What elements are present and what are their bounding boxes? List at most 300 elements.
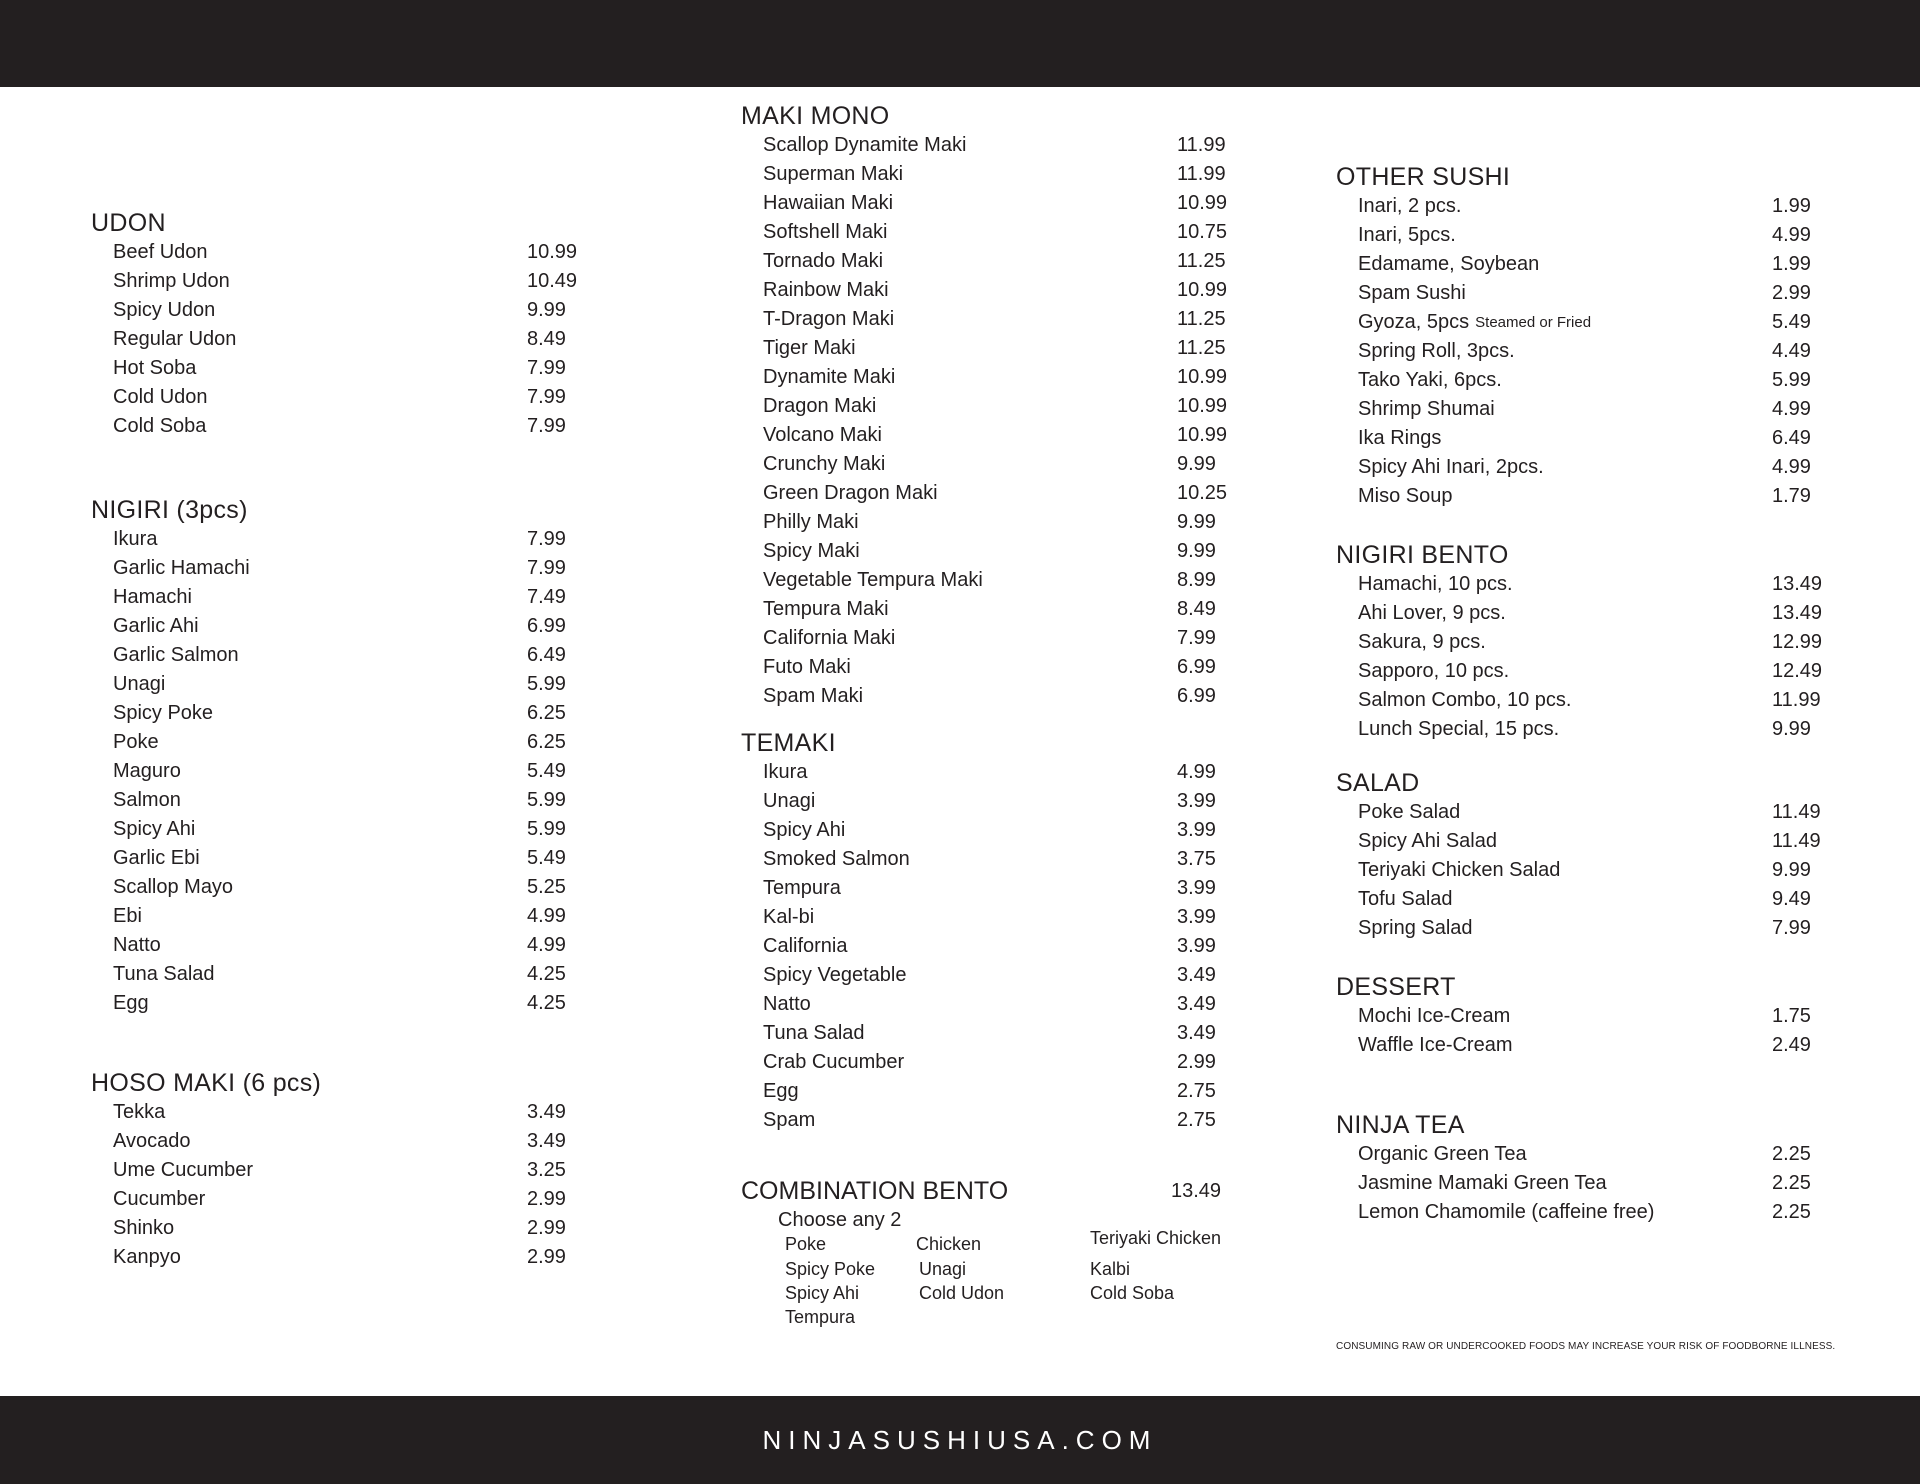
menu-item-name: Poke (113, 731, 159, 753)
menu-item-price: 4.25 (527, 963, 566, 985)
menu-item-name: Garlic Ebi (113, 847, 200, 869)
menu-item-name: Green Dragon Maki (763, 482, 938, 504)
menu-item-note: Steamed or Fried (1475, 314, 1592, 331)
menu-item-price: 7.99 (527, 557, 566, 579)
menu-item (1336, 628, 1896, 657)
menu-item-name: Ume Cucumber (113, 1159, 254, 1181)
menu-item-price: 11.99 (1177, 163, 1226, 185)
menu-item (91, 960, 691, 989)
menu-item (741, 816, 1301, 845)
menu-item (741, 961, 1301, 990)
menu-item (91, 641, 691, 670)
menu-item-price: 2.25 (1772, 1201, 1811, 1223)
menu-item-name: Tempura (763, 877, 841, 899)
menu-item-price: 4.99 (527, 934, 566, 956)
menu-item-price: 7.99 (1772, 917, 1811, 939)
menu-item-name: Cold Udon (113, 386, 208, 408)
menu-item-price: 11.99 (1772, 689, 1821, 711)
menu-item (741, 932, 1301, 961)
menu-item-name: Ahi Lover, 9 pcs. (1358, 602, 1506, 624)
menu-item-price: 6.99 (1177, 685, 1216, 707)
combo-option: Poke (785, 1234, 827, 1254)
menu-item-name: California (763, 935, 848, 957)
menu-item (91, 902, 691, 931)
section-title: HOSO MAKI (6 pcs) (91, 1069, 322, 1097)
menu-item (741, 479, 1301, 508)
menu-item (1336, 686, 1896, 715)
menu-item (741, 990, 1301, 1019)
menu-item-price: 2.99 (527, 1246, 566, 1268)
menu-item-price: 4.99 (1772, 456, 1811, 478)
menu-item (1336, 395, 1896, 424)
menu-item-name: Ika Rings (1358, 427, 1442, 449)
menu-item (741, 566, 1301, 595)
menu-item-price: 11.49 (1772, 830, 1821, 852)
combo-option: Unagi (919, 1259, 967, 1279)
menu-item (741, 595, 1301, 624)
section-title: TEMAKI (741, 729, 836, 757)
menu-item (741, 874, 1301, 903)
section-title: NIGIRI BENTO (1336, 541, 1509, 569)
menu-item (91, 1214, 691, 1243)
menu-item-name: California Maki (763, 627, 896, 649)
menu-list (1336, 1140, 1896, 1227)
menu-item-price: 7.99 (527, 357, 566, 379)
menu-item (741, 305, 1301, 334)
bottom-banner (0, 1396, 1920, 1484)
combo-options (741, 1228, 1261, 1334)
menu-item-price: 2.75 (1177, 1109, 1216, 1131)
menu-list (1336, 192, 1896, 511)
menu-item-name: Spam Sushi (1358, 282, 1466, 304)
menu-item-price: 1.99 (1772, 195, 1811, 217)
section-title: MAKI MONO (741, 102, 890, 130)
menu-item-name: Spam (763, 1109, 816, 1131)
combo-option: Tempura (785, 1307, 856, 1327)
menu-item (91, 1185, 691, 1214)
menu-item-price: 3.99 (1177, 819, 1216, 841)
menu-item-name: Inari, 2 pcs. (1358, 195, 1462, 217)
menu-item-name: Cucumber (113, 1188, 206, 1210)
menu-item-price: 10.99 (1177, 366, 1228, 388)
menu-item-name: Spicy Vegetable (763, 964, 907, 986)
menu-item-name: Ebi (113, 905, 142, 927)
menu-item-name: Beef Udon (113, 241, 208, 263)
menu-list (1336, 798, 1896, 943)
menu-item (91, 612, 691, 641)
menu-item-name: Spam Maki (763, 685, 864, 707)
menu-item-price: 10.99 (1177, 395, 1228, 417)
menu-item-name: Organic Green Tea (1358, 1143, 1527, 1165)
menu-item-name: T-Dragon Maki (763, 308, 895, 330)
menu-item-price: 6.99 (1177, 656, 1216, 678)
menu-item-name: Vegetable Tempura Maki (763, 569, 983, 591)
menu-item-price: 9.99 (527, 299, 566, 321)
menu-item-name: Philly Maki (763, 511, 859, 533)
menu-item (1336, 885, 1896, 914)
menu-item (1336, 1140, 1896, 1169)
menu-item-price: 10.25 (1177, 482, 1228, 504)
menu-item-price: 7.99 (1177, 627, 1216, 649)
menu-item-price: 3.49 (527, 1130, 566, 1152)
menu-item-name: Smoked Salmon (763, 848, 910, 870)
menu-list (1336, 1002, 1896, 1060)
menu-list (741, 758, 1301, 1135)
menu-item (91, 1243, 691, 1272)
menu-item-price: 3.25 (527, 1159, 566, 1181)
menu-item-name: Volcano Maki (763, 424, 882, 446)
menu-item-name: Regular Udon (113, 328, 237, 350)
menu-item-price: 10.99 (1177, 279, 1228, 301)
menu-item (91, 786, 691, 815)
menu-item-price: 11.49 (1772, 801, 1821, 823)
menu-item-price: 3.99 (1177, 935, 1216, 957)
menu-item-name: Shrimp Shumai (1358, 398, 1495, 420)
menu-item (91, 525, 691, 554)
menu-item (1336, 657, 1896, 686)
section-title: SALAD (1336, 769, 1420, 797)
menu-item-name: Tiger Maki (763, 337, 856, 359)
menu-item-price: 2.99 (1177, 1051, 1216, 1073)
section-ninja-tea (1336, 1110, 1896, 1227)
menu-item-name: Spring Salad (1358, 917, 1473, 939)
menu-item (91, 989, 691, 1018)
menu-item-name: Tempura Maki (763, 598, 889, 620)
menu-item-price: 2.99 (527, 1217, 566, 1239)
menu-item (1336, 856, 1896, 885)
menu-item-price: 13.49 (1772, 573, 1823, 595)
menu-item-price: 7.99 (527, 528, 566, 550)
menu-list (1336, 570, 1896, 744)
menu-item (741, 392, 1301, 421)
menu-item (91, 583, 691, 612)
menu-item-price: 13.49 (1772, 602, 1823, 624)
menu-item (741, 450, 1301, 479)
menu-item (741, 508, 1301, 537)
menu-item-price: 4.25 (527, 992, 566, 1014)
menu-item-price: 4.49 (1772, 340, 1811, 362)
menu-item (1336, 221, 1896, 250)
menu-item-name: Shrimp Udon (113, 270, 230, 292)
menu-item-name: Lemon Chamomile (caffeine free) (1358, 1201, 1655, 1223)
menu-item-price: 10.75 (1177, 221, 1228, 243)
menu-item-price: 7.49 (527, 586, 566, 608)
menu-item-price: 9.49 (1772, 888, 1811, 910)
menu-item-name: Tuna Salad (763, 1022, 865, 1044)
menu-item-name: Spring Roll, 3pcs. (1358, 340, 1515, 362)
menu-item (741, 624, 1301, 653)
section-udon (91, 208, 691, 441)
menu-item (91, 383, 691, 412)
menu-list (91, 1098, 691, 1272)
menu-item (741, 160, 1301, 189)
combo-option: Spicy Poke (785, 1259, 876, 1279)
menu-item-price: 2.99 (1772, 282, 1811, 304)
menu-item-name: Kanpyo (113, 1246, 181, 1268)
menu-item-price: 1.99 (1772, 253, 1811, 275)
menu-item-name: Waffle Ice-Cream (1358, 1034, 1513, 1056)
menu-item-price: 2.99 (527, 1188, 566, 1210)
menu-item-price: 5.99 (527, 673, 566, 695)
menu-item (741, 363, 1301, 392)
menu-item-name: Spicy Ahi (763, 819, 846, 841)
menu-item (1336, 482, 1896, 511)
menu-item-name: Hamachi (113, 586, 192, 608)
menu-item (1336, 827, 1896, 856)
section-title: NIGIRI (3pcs) (91, 496, 248, 524)
menu-item (91, 728, 691, 757)
menu-item (1336, 570, 1896, 599)
section-other-sushi (1336, 162, 1896, 511)
section-salad (1336, 768, 1896, 943)
menu-item-price: 10.99 (527, 241, 578, 263)
menu-item-price: 2.75 (1177, 1080, 1216, 1102)
menu-item-name: Egg (113, 992, 149, 1014)
combo-price: 13.49 (1171, 1180, 1222, 1202)
menu-item-price: 2.25 (1772, 1143, 1811, 1165)
menu-item-price: 3.99 (1177, 790, 1216, 812)
menu-item (91, 815, 691, 844)
combo-option: Cold Soba (1090, 1283, 1175, 1303)
menu-list (741, 131, 1301, 711)
menu-item-price: 3.49 (1177, 993, 1216, 1015)
menu-item (1336, 914, 1896, 943)
menu-item-name: Salmon (113, 789, 181, 811)
menu-item (1336, 1198, 1896, 1227)
menu-item-price: 3.99 (1177, 906, 1216, 928)
menu-item-price: 10.99 (1177, 192, 1228, 214)
menu-item-name: Unagi (763, 790, 816, 812)
menu-item-name: Maguro (113, 760, 181, 782)
menu-item-name: Poke Salad (1358, 801, 1461, 823)
menu-item-name: Tuna Salad (113, 963, 215, 985)
menu-item-price: 9.99 (1177, 453, 1216, 475)
menu-item-price: 4.99 (1772, 224, 1811, 246)
menu-item (1336, 1002, 1896, 1031)
menu-item-price: 8.49 (1177, 598, 1216, 620)
menu-item-price: 5.99 (527, 818, 566, 840)
menu-item (741, 1019, 1301, 1048)
menu-item-name: Natto (113, 934, 161, 956)
menu-item (741, 653, 1301, 682)
menu-item-price: 3.49 (527, 1101, 566, 1123)
menu-item-name: Dragon Maki (763, 395, 877, 417)
menu-item (91, 325, 691, 354)
menu-item-name: Dynamite Maki (763, 366, 896, 388)
menu-item (1336, 366, 1896, 395)
top-banner (0, 0, 1920, 87)
menu-item (91, 844, 691, 873)
menu-item-name: Ikura (113, 528, 158, 550)
menu-item (741, 1048, 1301, 1077)
menu-item (1336, 453, 1896, 482)
menu-item (91, 354, 691, 383)
menu-item-price: 1.79 (1772, 485, 1811, 507)
menu-item-price: 3.49 (1177, 1022, 1216, 1044)
menu-item-name: Tofu Salad (1358, 888, 1453, 910)
menu-item-name: Avocado (113, 1130, 191, 1152)
menu-item-name: Hawaiian Maki (763, 192, 894, 214)
menu-item-price: 9.99 (1177, 540, 1216, 562)
menu-item-price: 3.75 (1177, 848, 1216, 870)
menu-item-name: Cold Soba (113, 415, 207, 437)
section-combination-bento (741, 1176, 1261, 1334)
section-title: UDON (91, 209, 166, 237)
menu-item-name: Sakura, 9 pcs. (1358, 631, 1486, 653)
menu-item-name: Kal-bi (763, 906, 815, 928)
menu-item-name: Superman Maki (763, 163, 904, 185)
menu-item-name: Hot Soba (113, 357, 197, 379)
menu-item (91, 267, 691, 296)
menu-item-name: Spicy Udon (113, 299, 216, 321)
menu-item-price: 2.25 (1772, 1172, 1811, 1194)
menu-item-price: 6.99 (527, 615, 566, 637)
menu-item-name: Rainbow Maki (763, 279, 889, 301)
section-hoso-maki (91, 1068, 691, 1272)
section-temaki (741, 728, 1301, 1135)
menu-item (1336, 308, 1896, 337)
combo-option: Kalbi (1090, 1259, 1131, 1279)
section-maki-mono (741, 101, 1301, 711)
menu-item-price: 8.49 (527, 328, 566, 350)
menu-item-price: 5.49 (527, 760, 566, 782)
menu-item-price: 4.99 (1772, 398, 1811, 420)
menu-item (741, 787, 1301, 816)
menu-item-price: 9.99 (1177, 511, 1216, 533)
menu-item-name: Futo Maki (763, 656, 851, 678)
menu-item-name: Shinko (113, 1217, 175, 1239)
menu-item-name: Spicy Ahi Salad (1358, 830, 1497, 852)
menu-item (741, 218, 1301, 247)
menu-item (1336, 1031, 1896, 1060)
menu-item-name: Gyoza, 5pcs (1358, 311, 1470, 333)
menu-item-price: 11.25 (1177, 308, 1226, 330)
menu-item-name: Egg (763, 1080, 799, 1102)
menu-item-price: 10.49 (527, 270, 578, 292)
menu-item (1336, 337, 1896, 366)
combo-option: Cold Udon (919, 1283, 1005, 1303)
website-url[interactable]: NINJASUSHIUSA.COM (762, 1424, 1158, 1455)
menu-item (741, 1077, 1301, 1106)
menu-item-price: 6.25 (527, 702, 566, 724)
menu-item-price: 2.49 (1772, 1034, 1811, 1056)
menu-item-price: 9.99 (1772, 859, 1811, 881)
menu-item (91, 757, 691, 786)
menu-item (91, 1098, 691, 1127)
menu-item (741, 682, 1301, 711)
menu-item-price: 11.25 (1177, 337, 1226, 359)
menu-item (741, 845, 1301, 874)
menu-item-price: 11.99 (1177, 134, 1226, 156)
menu-item-name: Natto (763, 993, 811, 1015)
menu-item (1336, 279, 1896, 308)
menu-item (741, 189, 1301, 218)
section-title: COMBINATION BENTO (741, 1177, 1009, 1205)
section-title: NINJA TEA (1336, 1111, 1465, 1139)
menu-item (741, 758, 1301, 787)
menu-item-price: 8.99 (1177, 569, 1216, 591)
menu-list (91, 525, 691, 1018)
menu-item-name: Teriyaki Chicken Salad (1358, 859, 1561, 881)
menu-item (1336, 192, 1896, 221)
menu-item-price: 7.99 (527, 386, 566, 408)
menu-item (91, 296, 691, 325)
menu-item-name: Tornado Maki (763, 250, 884, 272)
menu-item (91, 1127, 691, 1156)
menu-item-name: Crab Cucumber (763, 1051, 905, 1073)
menu-item-price: 4.99 (527, 905, 566, 927)
menu-item (741, 247, 1301, 276)
menu-item-price: 5.99 (1772, 369, 1811, 391)
menu-item-name: Spicy Ahi Inari, 2pcs. (1358, 456, 1544, 478)
menu-item-price: 3.99 (1177, 877, 1216, 899)
menu-item (741, 421, 1301, 450)
combo-option: Spicy Ahi (785, 1283, 860, 1303)
menu-item-price: 4.99 (1177, 761, 1216, 783)
menu-item-price: 6.49 (527, 644, 566, 666)
menu-item-price: 6.49 (1772, 427, 1811, 449)
menu-item (91, 873, 691, 902)
menu-item (741, 1106, 1301, 1135)
menu-item (91, 554, 691, 583)
menu-item-name: Spicy Ahi (113, 818, 196, 840)
menu-item (1336, 250, 1896, 279)
menu-item (1336, 424, 1896, 453)
menu-item-price: 5.99 (527, 789, 566, 811)
menu-item-price: 12.99 (1772, 631, 1823, 653)
menu-item (91, 238, 691, 267)
menu-item (1336, 1169, 1896, 1198)
menu-item-name: Garlic Salmon (113, 644, 239, 666)
menu-item-name: Sapporo, 10 pcs. (1358, 660, 1510, 682)
combo-option: Teriyaki Chicken (1090, 1228, 1222, 1248)
menu-item-name: Lunch Special, 15 pcs. (1358, 718, 1560, 740)
menu-item-price: 9.99 (1772, 718, 1811, 740)
menu-item-name: Jasmine Mamaki Green Tea (1358, 1172, 1607, 1194)
combo-option: Chicken (916, 1234, 982, 1254)
menu-item-name: Spicy Poke (113, 702, 214, 724)
menu-item-price: 12.49 (1772, 660, 1823, 682)
menu-item-name: Inari, 5pcs. (1358, 224, 1456, 246)
menu-item (91, 670, 691, 699)
menu-item-price: 6.25 (527, 731, 566, 753)
menu-item-name: Ikura (763, 761, 808, 783)
menu-item-name: Softshell Maki (763, 221, 888, 243)
menu-item-name: Crunchy Maki (763, 453, 886, 475)
menu-item-name: Salmon Combo, 10 pcs. (1358, 689, 1572, 711)
menu-item-name: Scallop Mayo (113, 876, 234, 898)
menu-item (1336, 599, 1896, 628)
menu-item-price: 5.25 (527, 876, 566, 898)
menu-item-name: Tako Yaki, 6pcs. (1358, 369, 1502, 391)
menu-item-name: Miso Soup (1358, 485, 1453, 507)
menu-item (1336, 798, 1896, 827)
food-safety-disclaimer: CONSUMING RAW OR UNDERCOOKED FOODS MAY INCREASE YOUR RISK OF FOODBORNE ILLNESS. (1336, 1341, 1836, 1352)
menu-item (91, 412, 691, 441)
menu-item (91, 1156, 691, 1185)
menu-item-price: 7.99 (527, 415, 566, 437)
menu-item (741, 903, 1301, 932)
section-dessert (1336, 972, 1896, 1060)
menu-item (741, 537, 1301, 566)
menu-item-name: Hamachi, 10 pcs. (1358, 573, 1513, 595)
section-nigiri-bento (1336, 540, 1896, 744)
menu-item-name: Mochi Ice-Cream (1358, 1005, 1511, 1027)
menu-item-price: 3.49 (1177, 964, 1216, 986)
menu-item-price: 1.75 (1772, 1005, 1811, 1027)
section-title: DESSERT (1336, 973, 1456, 1001)
menu-item-name: Unagi (113, 673, 166, 695)
